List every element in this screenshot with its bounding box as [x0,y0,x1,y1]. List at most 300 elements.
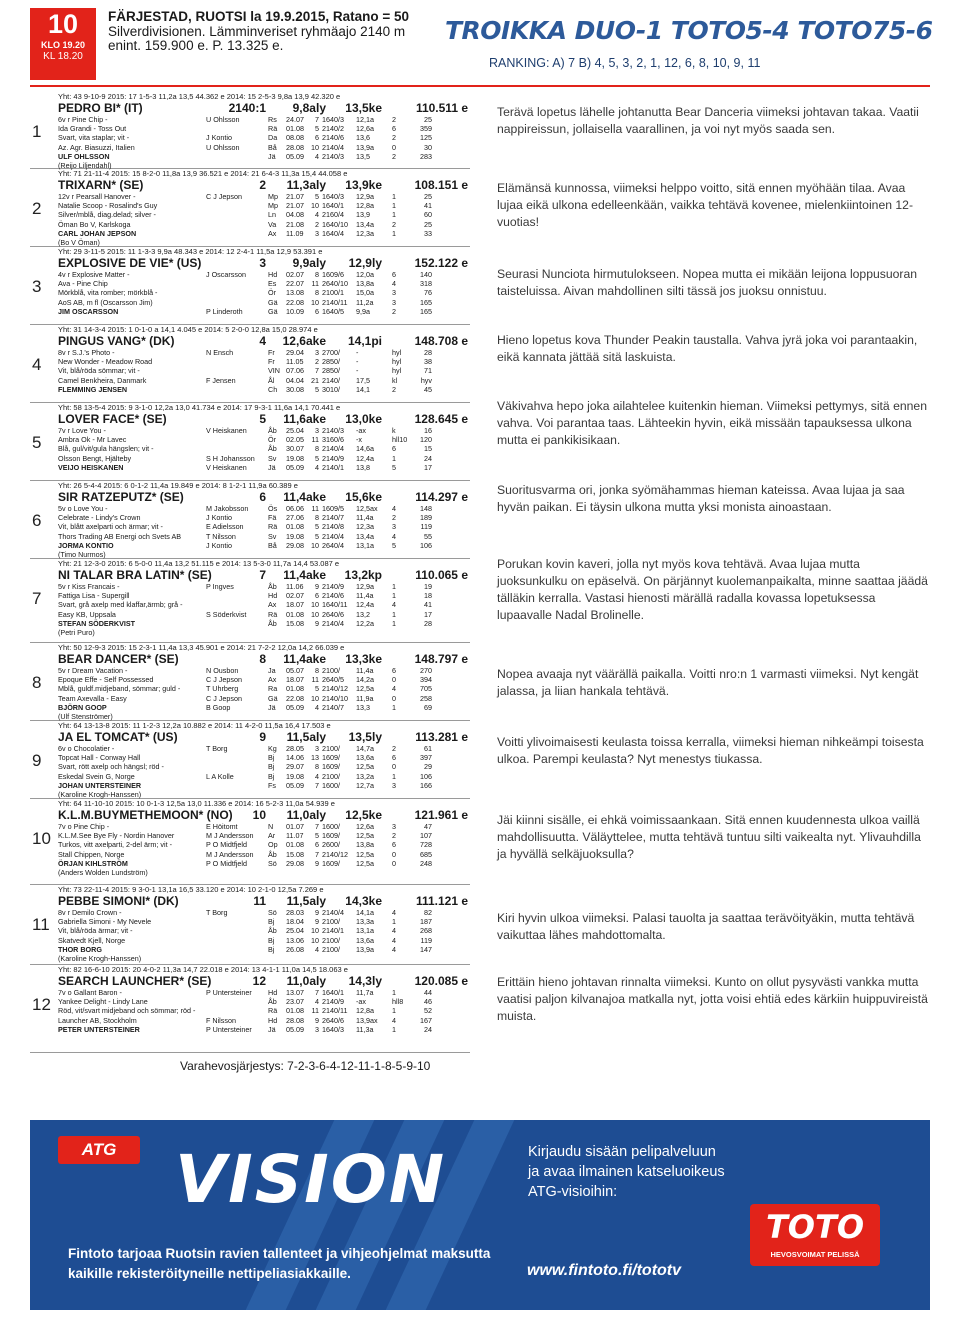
start-row [206,152,470,161]
start-ds: 1640/3 [322,1024,344,1034]
start-drv: M J Andersson [206,831,254,841]
start-d: 01.08 [286,522,304,532]
start-row [206,454,470,463]
start-d: 02.05 [286,435,304,445]
start-ds: 2600/ [322,840,340,850]
start-p: 6 [392,753,396,763]
pedigree-line: Svart, grå axelp med klaffar,ärmb; grå - [58,600,183,610]
start-p: 1 [392,453,396,463]
start-drv [206,385,268,394]
horse-comment: Nopea avaaja nyt väärällä paikalla. Voitti nro:n 1 varmasti viimeksi. Nyt kengät jalassa, ja liian hankala tehtävä. [497,667,919,698]
pedigree-line: Mörkblå, vita romber; mörkblå - [58,288,158,298]
start-drv [206,152,268,161]
start-ds: 2100/ [322,744,340,753]
start-p: 1 [392,771,396,781]
start-t: 17,5 [356,375,370,385]
horse-odds: 7 [259,568,266,582]
horse-name: PEBBE SIMONI* (DK) [58,894,179,908]
horse-pedigree [58,744,206,799]
start-p: 4 [392,531,396,541]
start-d: 28.08 [286,1015,304,1025]
pedigree-line: 5v r Kiss Francais - [58,582,120,591]
horse-header [30,652,470,666]
horse-record: 9,9aly [292,256,326,270]
start-tr: Bj [268,935,275,945]
start-tr: Gä [268,693,278,703]
start-drv [206,298,268,307]
start-o: 268 [420,926,432,936]
start-d: 22.08 [286,693,304,703]
vision-banner[interactable] [30,1120,930,1310]
race-number: 10 [47,9,79,39]
start-t: 12,5a [356,858,374,868]
start-d: 13.06 [286,935,304,945]
start-d: 05.09 [286,1024,304,1034]
pedigree-line: STEFAN SÖDERKVIST [58,618,136,628]
horse-entry [30,169,470,247]
horse-comment: Porukan kovin kaveri, jolla nyt myös kova tehtävä. Avaa lujaa mutta juoksunkulku on epäselvä. On pärjännyt kuolemanpaikalta, minne saattaa jäädä tälläkin kerralla. Vastasi hienosti märällä radalla kovassa lopetuksessa lupaavalle Nadal Brolinelle. [497,557,928,622]
start-o: 147 [420,944,432,954]
pedigree-line: 6v r Pine Chip - [58,115,108,124]
start-n: 4 [315,210,319,220]
start-p: kl [392,375,398,385]
start-drv [206,435,268,444]
horse-comment: Elämänsä kunnossa, viimeksi helppo voitto, sitä ennen myöhään tilaa. Avaa lujaa eikä ulkona edelleenkään, vaikka tehtävä kovenee, mielenkiintoinen 12-vuotias! [497,181,914,229]
start-o: 28 [424,618,432,628]
start-t: 12,8a [356,201,374,211]
start-d: 28.08 [286,142,304,152]
start-p: 5 [392,462,396,472]
start-drv: E Höitomt [206,822,238,831]
horse-record: 11,4ake [283,490,326,504]
start-row [206,133,470,142]
start-d: 19.08 [286,531,304,541]
start-drv [206,926,268,935]
horse-earnings: 110.511 e [415,101,468,115]
start-p: 2 [392,133,396,143]
pedigree-line: Camel Benkheira, Danmark [58,375,147,385]
start-n: 4 [315,997,319,1007]
start-t: 12,7a [356,780,374,790]
start-row [206,513,470,522]
horse-odds: 8 [259,652,266,666]
pedigree-line: Öman Bo V, Karlskoga [58,219,131,229]
start-tr: Ål [268,375,275,385]
start-n: 7 [315,780,319,790]
start-t: 13,8a [356,279,374,289]
start-tr: Va [268,219,277,229]
start-n: 8 [315,513,319,523]
start-row [206,694,470,703]
horse-record-2: 13,2kp [344,568,382,582]
start-n: 8 [315,762,319,772]
start-row [206,444,470,453]
banner-text: Fintoto tarjoaa Ruotsin ravien tallenteet ja vihjeohjelmat maksutta kaikille rekisteröityneille nettipeliasiakkaille. [68,1246,491,1281]
start-drv: P Ingves [206,582,234,591]
start-tr: Es [268,279,277,289]
pedigree-line: BJÖRN GOOP [58,702,107,712]
start-d: 02.07 [286,591,304,601]
pedigree-line: Ambra Ok - Mr Lavec [58,435,127,445]
horse-number: 1 [32,122,42,141]
pedigree-line: (Anders Wolden Lundström) [58,868,148,878]
start-p: 2 [392,744,396,753]
start-p: 4 [392,600,396,610]
start-row [206,288,470,297]
header-divider [30,85,930,87]
horse-name: PINGUS VANG* (DK) [58,334,175,348]
start-t: 12,1a [356,115,374,124]
start-d: 27.06 [286,513,304,523]
start-drv [206,444,268,453]
start-drv: S Söderkvist [206,609,247,619]
start-n: 7 [315,988,319,997]
start-row [206,600,470,609]
horse-header [30,808,470,822]
horse-comment: Seurasi Nunciota hirmutulokseen. Nopea mutta ei mikään leijona loppusuoran taisteluissa. Aivan mahdollinen silti tässä jos juoksu onnistuu. [497,267,918,298]
pedigree-line: Stall Chippen, Norge [58,849,125,859]
pedigree-line: Celebrate - Lindy's Crown [58,513,141,523]
horse-comment: Terävä lopetus lähelle johtanutta Bear Danceria viimeksi johtavan takaa. Vaatii nappireissun, jollaisella vaarallinen, ja voi nyt myös saada sen. [497,105,919,136]
start-drv: U Ohlsson [206,115,240,124]
start-p: 0 [392,849,396,859]
start-o: 18 [424,591,432,601]
start-p: 2 [392,115,396,124]
start-row [206,307,470,316]
start-drv: T Uhrberg [206,684,239,694]
start-d: 18.07 [286,600,304,610]
start-n: 5 [315,192,319,201]
start-drv: P O Midtfjeld [206,858,248,868]
horse-comment: Hieno lopetus kova Thunder Peakin taustalla. Vahva jyrä joka voi parantaakin, eikä kannata jättää sitä laskuista. [497,333,918,364]
start-row [206,426,470,435]
start-drv [206,366,268,375]
start-n: 6 [315,133,319,143]
start-drv: V Heiskanen [206,426,247,435]
start-row [206,831,470,840]
start-t: 14,7a [356,744,374,753]
start-t: 13,6a [356,935,374,945]
start-ds: 2640/5 [322,675,344,685]
horse-header [30,412,470,426]
start-tr: Mp [268,192,278,201]
start-row [206,229,470,238]
start-n: 8 [315,444,319,454]
start-row [206,610,470,619]
fintoto-link[interactable]: www.fintoto.fi/tototv [527,1262,682,1279]
start-n: 8 [315,666,319,675]
start-d: 10.09 [286,306,304,316]
start-drv: M Jakobsson [206,504,249,513]
start-o: 189 [420,513,432,523]
start-tr: Åb [268,618,277,628]
horse-number: 6 [32,511,42,530]
start-p: 3 [392,780,396,790]
start-tr: Ja [268,666,276,675]
start-tr: Ra [268,684,278,694]
start-list [206,115,470,170]
start-t: 12,6a [356,822,374,831]
start-row [206,666,470,675]
start-tr: Jä [268,1024,276,1034]
start-row [206,684,470,693]
start-n: 10 [311,201,319,211]
horse-earnings: 121.961 e [414,808,468,822]
horse-header [30,334,470,348]
horse-earnings: 148.708 e [414,334,468,348]
pedigree-line: Vit, blått axelparti och ärmar; vit - [58,522,163,532]
pedigree-line: (Ulf Stenströmer) [58,712,113,722]
horse-record: 11,5aly [286,730,326,744]
start-t: 14,2a [356,675,374,685]
start-n: 6 [315,591,319,601]
start-row [206,463,470,472]
start-d: 25.04 [286,426,304,435]
horse-header [30,894,470,908]
start-row [206,1016,470,1025]
start-t: 13,9a [356,944,374,954]
login-text [528,1142,725,1202]
start-p: 4 [392,908,396,917]
start-o: 52 [424,1006,432,1016]
start-drv [206,936,268,945]
pedigree-line: 7v r Love You - [58,426,106,435]
start-ds: 2140/11 [322,1006,348,1016]
start-list [206,666,470,721]
start-d: 29.04 [286,348,304,357]
start-d: 23.07 [286,997,304,1007]
login-line2: ja avaa ilmainen katseluoikeus [528,1164,725,1180]
start-n: 9 [315,858,319,868]
start-tr: Ör [268,435,276,445]
horse-comment: Väkivahva hepo joka ailahtelee kuitenkin hieman. Viimeksi pettymys, sitä ennen vahva. Voi parantaa taas. Lähteekin hyvin, eikä missään tapauksessa ulkona mutta ei pankikisikaan. [497,399,927,447]
pedigree-line: (Karoline Krogh-Hanssen) [58,954,142,964]
pedigree-line: JOHAN UNTERSTEINER [58,780,142,790]
start-o: 55 [424,531,432,541]
start-ds: 2140/12 [322,684,348,694]
start-drv: B Goop [206,702,231,712]
start-drv: C J Jepson [206,192,242,201]
start-o: 728 [420,840,432,850]
start-d: 29.08 [286,540,304,550]
start-drv: T Borg [206,744,228,753]
start-t: 12,9a [356,192,374,201]
start-n: 7 [315,849,319,859]
horse-entry [30,247,470,325]
start-tr: Ax [268,600,277,610]
start-t: 11,4a [356,513,374,523]
start-n: 9 [315,1015,319,1025]
horse-entry [30,403,470,481]
race-number-badge [30,8,96,80]
start-d: 18.04 [286,917,304,927]
start-o: 25 [424,192,432,201]
pedigree-line: Topcat Hall - Conway Hall [58,753,141,763]
start-ds: 2140/3 [322,426,344,435]
start-row [206,781,470,790]
start-n: 5 [315,684,319,694]
start-ds: 2140/9 [322,453,344,463]
start-ds: 2140/7 [322,702,344,712]
start-t: 12,5a [356,849,374,859]
start-o: 106 [420,771,432,781]
start-n: 2 [315,219,319,229]
start-row [206,124,470,133]
pedigree-line: Svart, rött axelp och hängsl; röd - [58,762,164,772]
pedigree-line: (Karoline Krogh-Hanssen) [58,790,142,800]
start-tr: Gä [268,297,278,307]
horse-record-2: 14,3ke [345,894,382,908]
pedigree-line: Az. Agr. Biasuzzi, Italien [58,142,135,152]
start-d: 05.09 [286,151,304,161]
start-ds: 2100/ [322,771,340,781]
race-time-local: KL 18.20 [43,51,83,62]
start-n: 10 [311,540,319,550]
horse-number: 5 [32,433,42,452]
pedigree-line: (Reijo Liljendahl) [58,161,112,171]
start-ds: 3160/6 [322,435,344,445]
horse-number: 12 [32,995,51,1014]
start-row [206,908,470,917]
start-t: - [356,357,359,367]
start-o: 106 [420,540,432,550]
start-p: 4 [392,944,396,954]
start-t: 13,6 [356,133,370,143]
start-ds: 2640/10 [322,279,348,289]
horse-record: 11,6ake [283,412,326,426]
start-drv: C J Jepson [206,675,242,685]
start-ds: 2100/ [322,917,340,927]
start-t: -x [356,435,362,445]
start-d: 30.07 [286,444,304,454]
start-drv [206,220,268,229]
start-o: 24 [424,1024,432,1034]
start-row [206,1025,470,1034]
horse-record-summary: Yht: 64 13-13-8 2015: 11 1-2-3 12,2a 10.882 e 2014: 11 4-2-0 11,5a 16,4 17.503 e [58,721,331,730]
pedigree-line: Epoque Effe - Self Possessed [58,675,154,685]
start-n: 10 [311,609,319,619]
start-o: 685 [420,849,432,859]
start-t: 13,2 [356,609,370,619]
horse-header [30,568,470,582]
start-p: 2 [392,513,396,523]
start-drv: U Ohlsson [206,142,240,152]
start-o: 24 [424,453,432,463]
start-ds: 2850/ [322,366,340,376]
start-p: 0 [392,858,396,868]
start-tr: Åb [268,849,277,859]
start-t: 13,8 [356,462,370,472]
pedigree-line: 7v o Gallant Baron - [58,988,122,997]
start-t: 14,1 [356,384,370,394]
pedigree-line: Svart, vita staplar; vit - [58,133,130,143]
start-ds: 2140/4 [322,444,344,454]
start-ds: 2140/7 [322,513,344,523]
start-n: 10 [311,693,319,703]
start-n: 7 [315,366,319,376]
page-title: TROIKKA DUO-1 TOTO5-4 TOTO75-6 [445,16,933,45]
pedigree-line: (Petri Puro) [58,628,95,638]
start-tr: Hd [268,988,278,997]
pedigree-line: Olsson Bengt, Hjälteby [58,453,132,463]
start-tr: Ös [268,504,278,513]
start-drv: J Kontio [206,540,232,550]
start-d: 04.04 [286,375,304,385]
pedigree-line: Vit, blå/röda sömmar; vit - [58,366,140,376]
start-t: 12,5a [356,831,374,841]
start-n: 2 [315,357,319,367]
start-row [206,703,470,712]
start-o: 15 [424,444,432,454]
start-o: 125 [420,133,432,143]
horse-record-2: 12,9ly [348,256,382,270]
start-d: 13.07 [286,988,304,997]
start-tr: Åb [268,582,277,591]
pedigree-line: JIM OSCARSSON [58,306,119,316]
start-n: 3 [315,1024,319,1034]
start-d: 22.07 [286,279,304,289]
start-o: 17 [424,462,432,472]
horse-record: 12,6ake [282,334,326,348]
start-n: 4 [315,771,319,781]
start-n: 5 [315,831,319,841]
start-row [206,619,470,628]
horse-record-2: 15,6ke [345,490,382,504]
start-d: 11.06 [286,582,304,591]
start-tr: Åb [268,444,277,454]
start-ds: 2140/1 [322,462,344,472]
horse-name: PEDRO BI* (IT) [58,101,143,115]
start-tr: Rä [268,522,278,532]
start-d: 15.08 [286,849,304,859]
start-o: 47 [424,822,432,831]
horse-comment: Erittäin hieno johtavan rinnalta viimeksi. Kunto on ollut pysyvästi vankka mutta vaatisi paljon kilvanajoa matkalla nyt, jotta voisi ehtiä edes kärkiin huippuvireistä muista. [497,975,928,1023]
start-row [206,945,470,954]
atg-logo: ATG [58,1136,140,1164]
start-ds: 2140/3 [322,151,344,161]
pedigree-line: Turkos, vitt axelparti, 2-del ärm; vit - [58,840,172,850]
horse-record-2: 13,5ly [348,730,382,744]
start-p: 1 [392,1024,396,1034]
start-p: hll10 [392,435,408,445]
horse-earnings: 111.121 e [415,894,468,908]
start-o: 283 [420,151,432,161]
start-t: 13,1a [356,926,374,936]
start-t: - [356,366,359,376]
start-drv [206,945,268,954]
start-row [206,744,470,753]
start-t: 13,5 [356,151,370,161]
start-n: 9 [315,582,319,591]
login-line1: Kirjaudu sisään pelipalveluun [528,1144,716,1160]
start-o: 25 [424,219,432,229]
horse-record: 11,4ake [283,652,326,666]
start-t: 11,7a [356,988,374,997]
start-tr: Mp [268,201,278,211]
start-row [206,201,470,210]
start-drv [206,229,268,238]
start-o: 187 [420,917,432,927]
pedigree-line: JORMA KONTIO [58,540,114,550]
start-n: 21 [311,375,319,385]
start-p: 1 [392,917,396,927]
start-t: 11,2a [356,297,374,307]
start-ds: 1640/1 [322,201,344,211]
start-n: 5 [315,124,319,134]
start-tr: Rä [268,609,278,619]
pedigree-line: 6v o Chocolatier - [58,744,115,753]
start-tr: Ln [268,210,276,220]
